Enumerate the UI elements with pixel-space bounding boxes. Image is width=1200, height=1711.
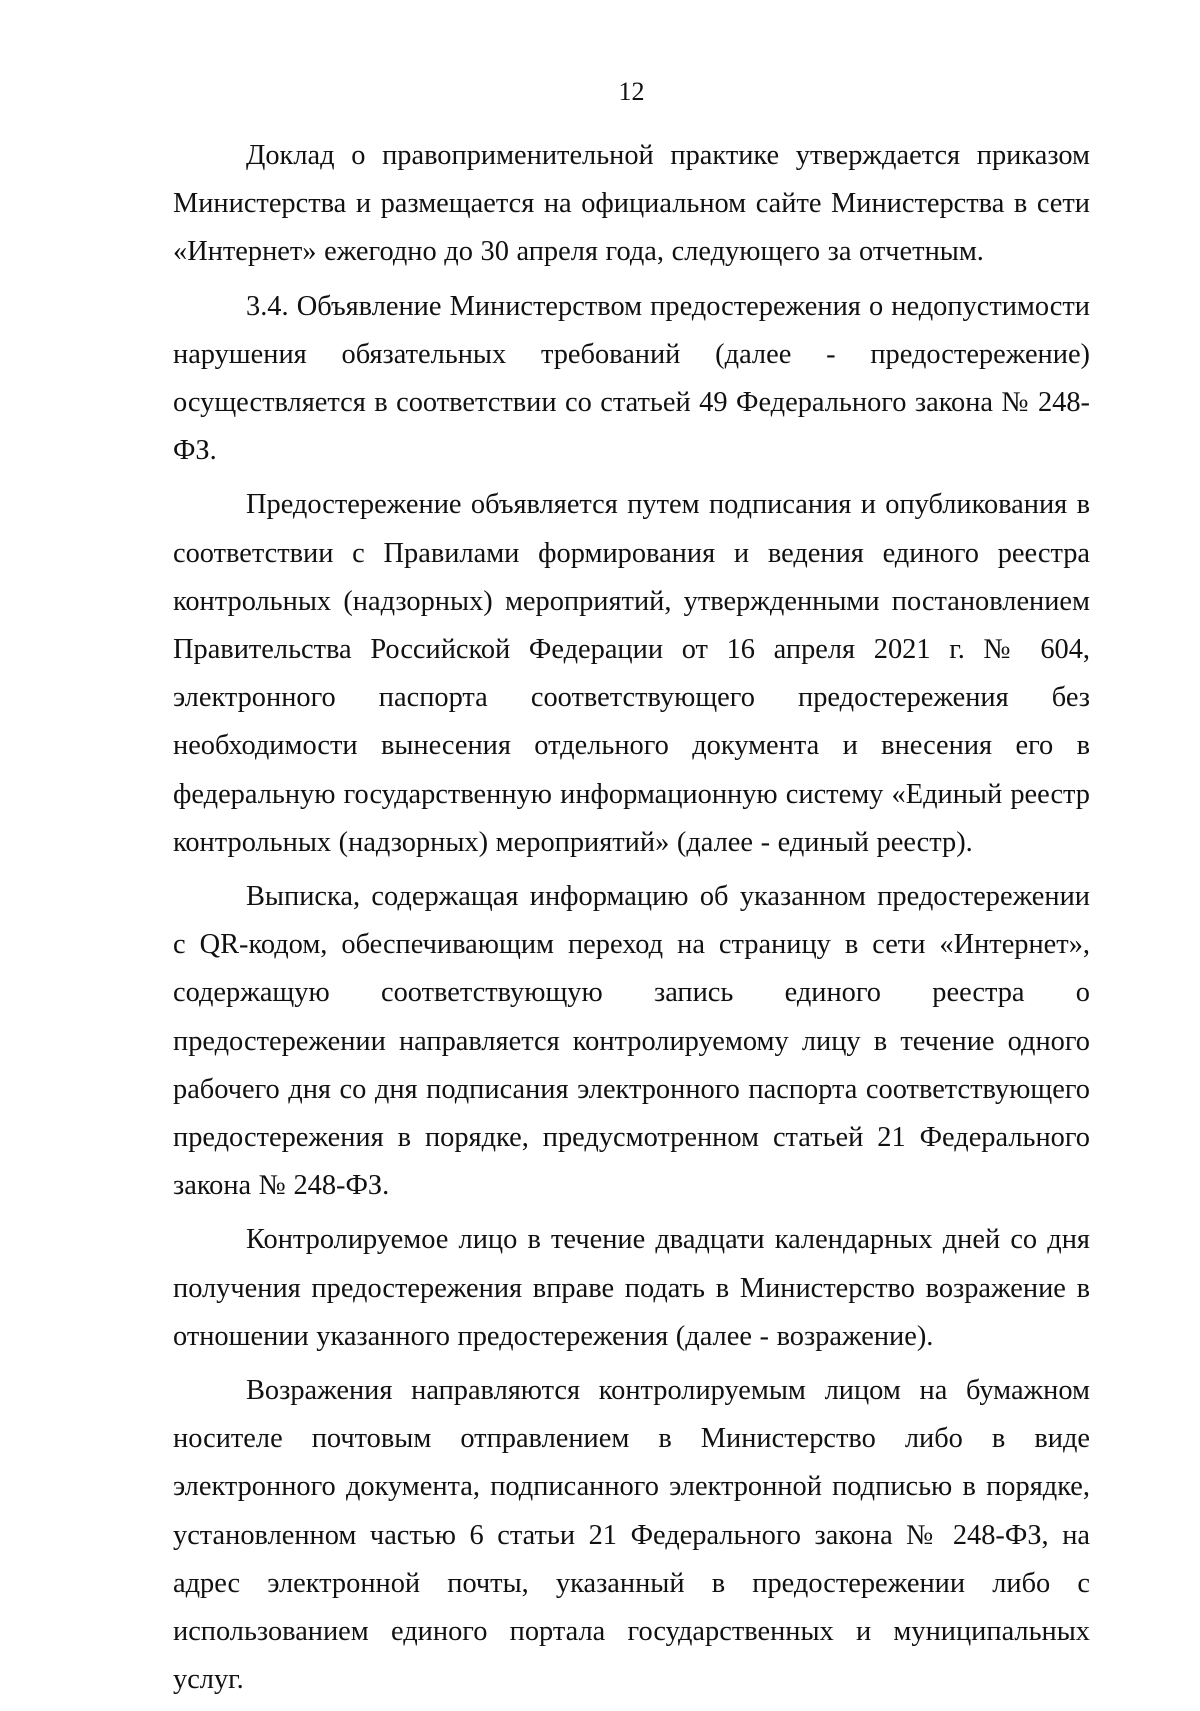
paragraph-report-approval: Доклад о правоприменительной практике утверждается приказом Министерства и размещается на официальном сайте Министерства в сети «Интернет» ежегодно до 30 апреля года, следующего за отчетным.	[173, 140, 1090, 268]
document-body	[173, 132, 1090, 1711]
page-number: 12	[618, 77, 645, 106]
paragraph-warning-announcement: 3.4. Объявление Министерством предостережения о недопустимости нарушения обязательных требований (далее - предостережение) осуществляется в соответствии со статьей 49 Федерального закона № 248-ФЗ.	[173, 290, 1090, 467]
paragraph-extract-qr-code: Выписка, содержащая информацию об указанном предостережении с QR-кодом, обеспечивающим переход на страницу в сети «Интернет», содержащую соответствующую запись единого реестра о предостережении направляется контролируемому лицу в течение одного рабочего дня со дня подписания электронного паспорта соответствующего предостережения в порядке, предусмотренном статьей 21 Федерального закона № 248-ФЗ.	[173, 881, 1090, 1202]
paragraph-objection-submission: Возражения направляются контролируемым лицом на бумажном носителе почтовым отправлением в Министерство либо в виде электронного документа, подписанного электронной подписью в порядке, установленном частью 6 статьи 21 Федерального закона № 248-ФЗ, на адрес электронной почты, указанный в предостережении либо с использованием единого портала государственных и муниципальных услуг.	[173, 1375, 1090, 1696]
paragraph-objection-right: Контролируемое лицо в течение двадцати календарных дней со дня получения предостережения вправе подать в Министерство возражение в отношении указанного предостережения (далее - возражение).	[173, 1224, 1090, 1352]
paragraph-warning-signing: Предостережение объявляется путем подписания и опубликования в соответствии с Правилами формирования и ведения единого реестра контрольных (надзорных) мероприятий, утвержденными постановлением Правительства Российской Федерации от 16 апреля 2021 г. № 604, электронного паспорта соответствующего предостережения без необходимости вынесения отдельного документа и внесения его в федеральную государственную информационную систему «Единый реестр контрольных (надзорных) мероприятий» (далее - единый реестр).	[173, 489, 1090, 858]
